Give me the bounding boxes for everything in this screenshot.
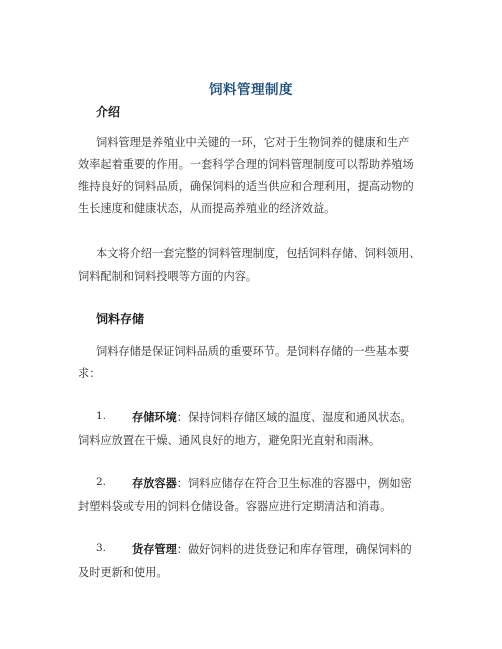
paragraph-line: 生长速度和健康状态，从而提高养殖业的经济效益。 [78,202,336,215]
list-item-number: 2. [96,476,107,488]
paragraph-line: 饲料管理是养殖业中关键的一环，它对于生物饲养的健康和生产 [96,136,410,149]
section-heading-storage: 饲料存储 [96,312,145,326]
paragraph-line: 效率起着重要的作用。一套科学合理的饲料管理制度可以帮助养殖场 [78,158,414,171]
list-item-text: ：做好饲料的进货登记和库存管理，确保饲料的 [176,543,412,556]
list-item-term: 存放容器 [132,477,177,490]
list-item [132,475,412,491]
list-item-continuation: 封塑料袋或专用的饲料仓储设备。容器应进行定期清洁和消毒。 [78,500,392,513]
paragraph-line: 饲料存储是保证饲料品质的重要环节。是饲料存储的一些基本要 [96,345,410,358]
paragraph-line: 维持良好的饲料品质，确保饲料的适当供应和合理利用，提高动物的 [78,180,414,193]
section-heading-intro: 介绍 [96,105,121,119]
list-item [132,409,412,425]
list-item-number: 3. [96,542,107,554]
paragraph-line: 本文将介绍一套完整的饲料管理制度，包括饲料存储、饲料领用、 [96,247,421,260]
list-item-continuation: 饲料应放置在干燥、通风良好的地方，避免阳光直射和雨淋。 [78,434,381,447]
list-item-text: ：保持饲料存储区域的温度、湿度和通风状态。 [176,411,412,424]
list-item-number: 1. [96,410,107,422]
list-item [132,541,412,557]
paragraph-line: 求： [78,367,101,380]
list-item-term: 存储环境 [132,411,177,424]
list-item-continuation: 及时更新和使用。 [78,566,168,579]
list-item-text: ：饲料应储存在符合卫生标准的容器中，例如密 [176,477,412,490]
list-item-term: 货存管理 [132,543,177,556]
paragraph-line: 饲料配制和饲料投喂等方面的内容。 [78,270,258,283]
page-title: 饲料管理制度 [209,82,293,98]
